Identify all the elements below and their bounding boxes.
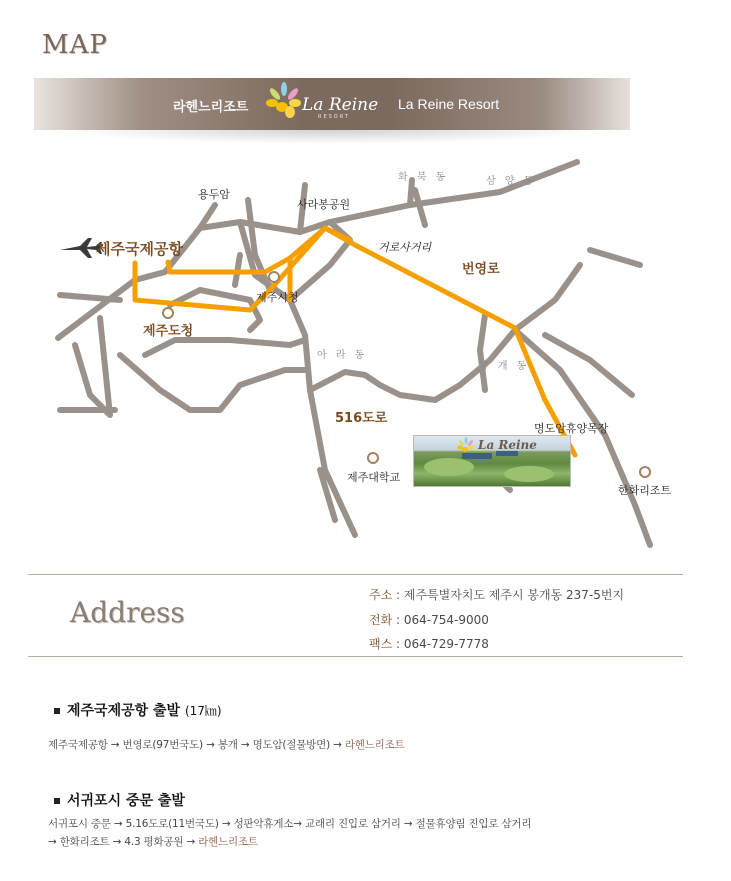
divider-top <box>28 574 683 575</box>
cityhall-marker-icon <box>269 272 279 282</box>
photo-logo-text: La Reine <box>478 438 537 452</box>
seogwipo-route-text: → 한화리조트 → 4.3 평화공원 → <box>48 836 199 848</box>
label-georo: 거로사거리 <box>378 241 432 254</box>
phone-line <box>369 611 489 628</box>
label-hwabuk: 화 북 동 <box>398 172 449 183</box>
label-bonggae: 봉 개 동 <box>479 361 530 372</box>
phone-value: 064-754-9000 <box>403 613 489 627</box>
bullet-icon <box>54 708 60 714</box>
fax-line <box>369 635 489 652</box>
map-markers <box>163 272 650 477</box>
label-hanwha: 한화리조트 <box>618 484 672 497</box>
airport-route <box>48 737 405 752</box>
airport-distance: (17㎞) <box>184 704 222 718</box>
resort-photo <box>413 435 571 487</box>
label-cityhall: 제주시청 <box>256 291 299 304</box>
logo-wordmark: La Reine <box>302 95 379 115</box>
university-marker-icon <box>368 453 378 463</box>
divider-bottom <box>28 656 683 657</box>
label-myeongdoam: 명도암휴양목장 <box>534 422 609 435</box>
airport-departure-title <box>54 700 222 720</box>
seogwipo-route-line2 <box>48 834 258 849</box>
label-dochung: 제주도청 <box>143 324 194 339</box>
seogwipo-departure-title <box>54 790 185 810</box>
banner-korean-name: 라헨느리조트 <box>173 100 249 115</box>
seogwipo-route-line1: 서귀포시 중문 → 5.16도로(11번국도) → 성판악휴게소→ 교래리 진입로 삼거리 → 절물휴양림 진입로 삼거리 <box>48 818 532 830</box>
phone-label: 전화 : <box>369 613 401 627</box>
hanwha-marker-icon <box>640 467 650 477</box>
photo-flower-logo-icon <box>454 436 478 458</box>
airport-route-destination: 라헨느리조트 <box>344 739 405 751</box>
dochung-marker-icon <box>163 308 173 318</box>
address-label: 주소 : <box>369 588 401 602</box>
bullet-icon <box>54 798 60 804</box>
banner-shadow <box>60 130 600 144</box>
page-title: MAP <box>42 30 108 60</box>
seogwipo-route-destination: 라헨느리조트 <box>198 836 258 848</box>
label-yongduam: 용두암 <box>198 188 230 201</box>
address-line <box>369 586 624 603</box>
address-value: 제주특별자치도 제주시 봉개동 237-5번지 <box>403 588 625 602</box>
label-samyang: 삼 양 동 <box>486 176 537 187</box>
label-ara: 아 라 동 <box>317 350 368 361</box>
fax-label: 팩스 : <box>369 637 401 651</box>
airport-title-text: 제주국제공항 출발 <box>67 703 181 719</box>
flower-logo-icon <box>262 80 306 124</box>
label-sarabong: 사라봉공원 <box>297 198 351 211</box>
label-university: 제주대학교 <box>347 471 401 484</box>
logo-subtext: RESORT <box>318 114 350 120</box>
seogwipo-title-text: 서귀포시 중문 출발 <box>67 793 185 809</box>
airport-route-text: 제주국제공항 → 번영로(97번국도) → 봉개 → 명도암(절물방면) → <box>48 739 345 751</box>
banner-english-name: La Reine Resort <box>398 96 500 112</box>
label-airport: 제주국제공항 <box>96 240 183 258</box>
address-title: Address <box>70 596 185 629</box>
label-bunyoung: 번영로 <box>462 262 500 277</box>
fax-value: 064-729-7778 <box>403 637 489 651</box>
label-516-road: 516도로 <box>335 411 388 426</box>
